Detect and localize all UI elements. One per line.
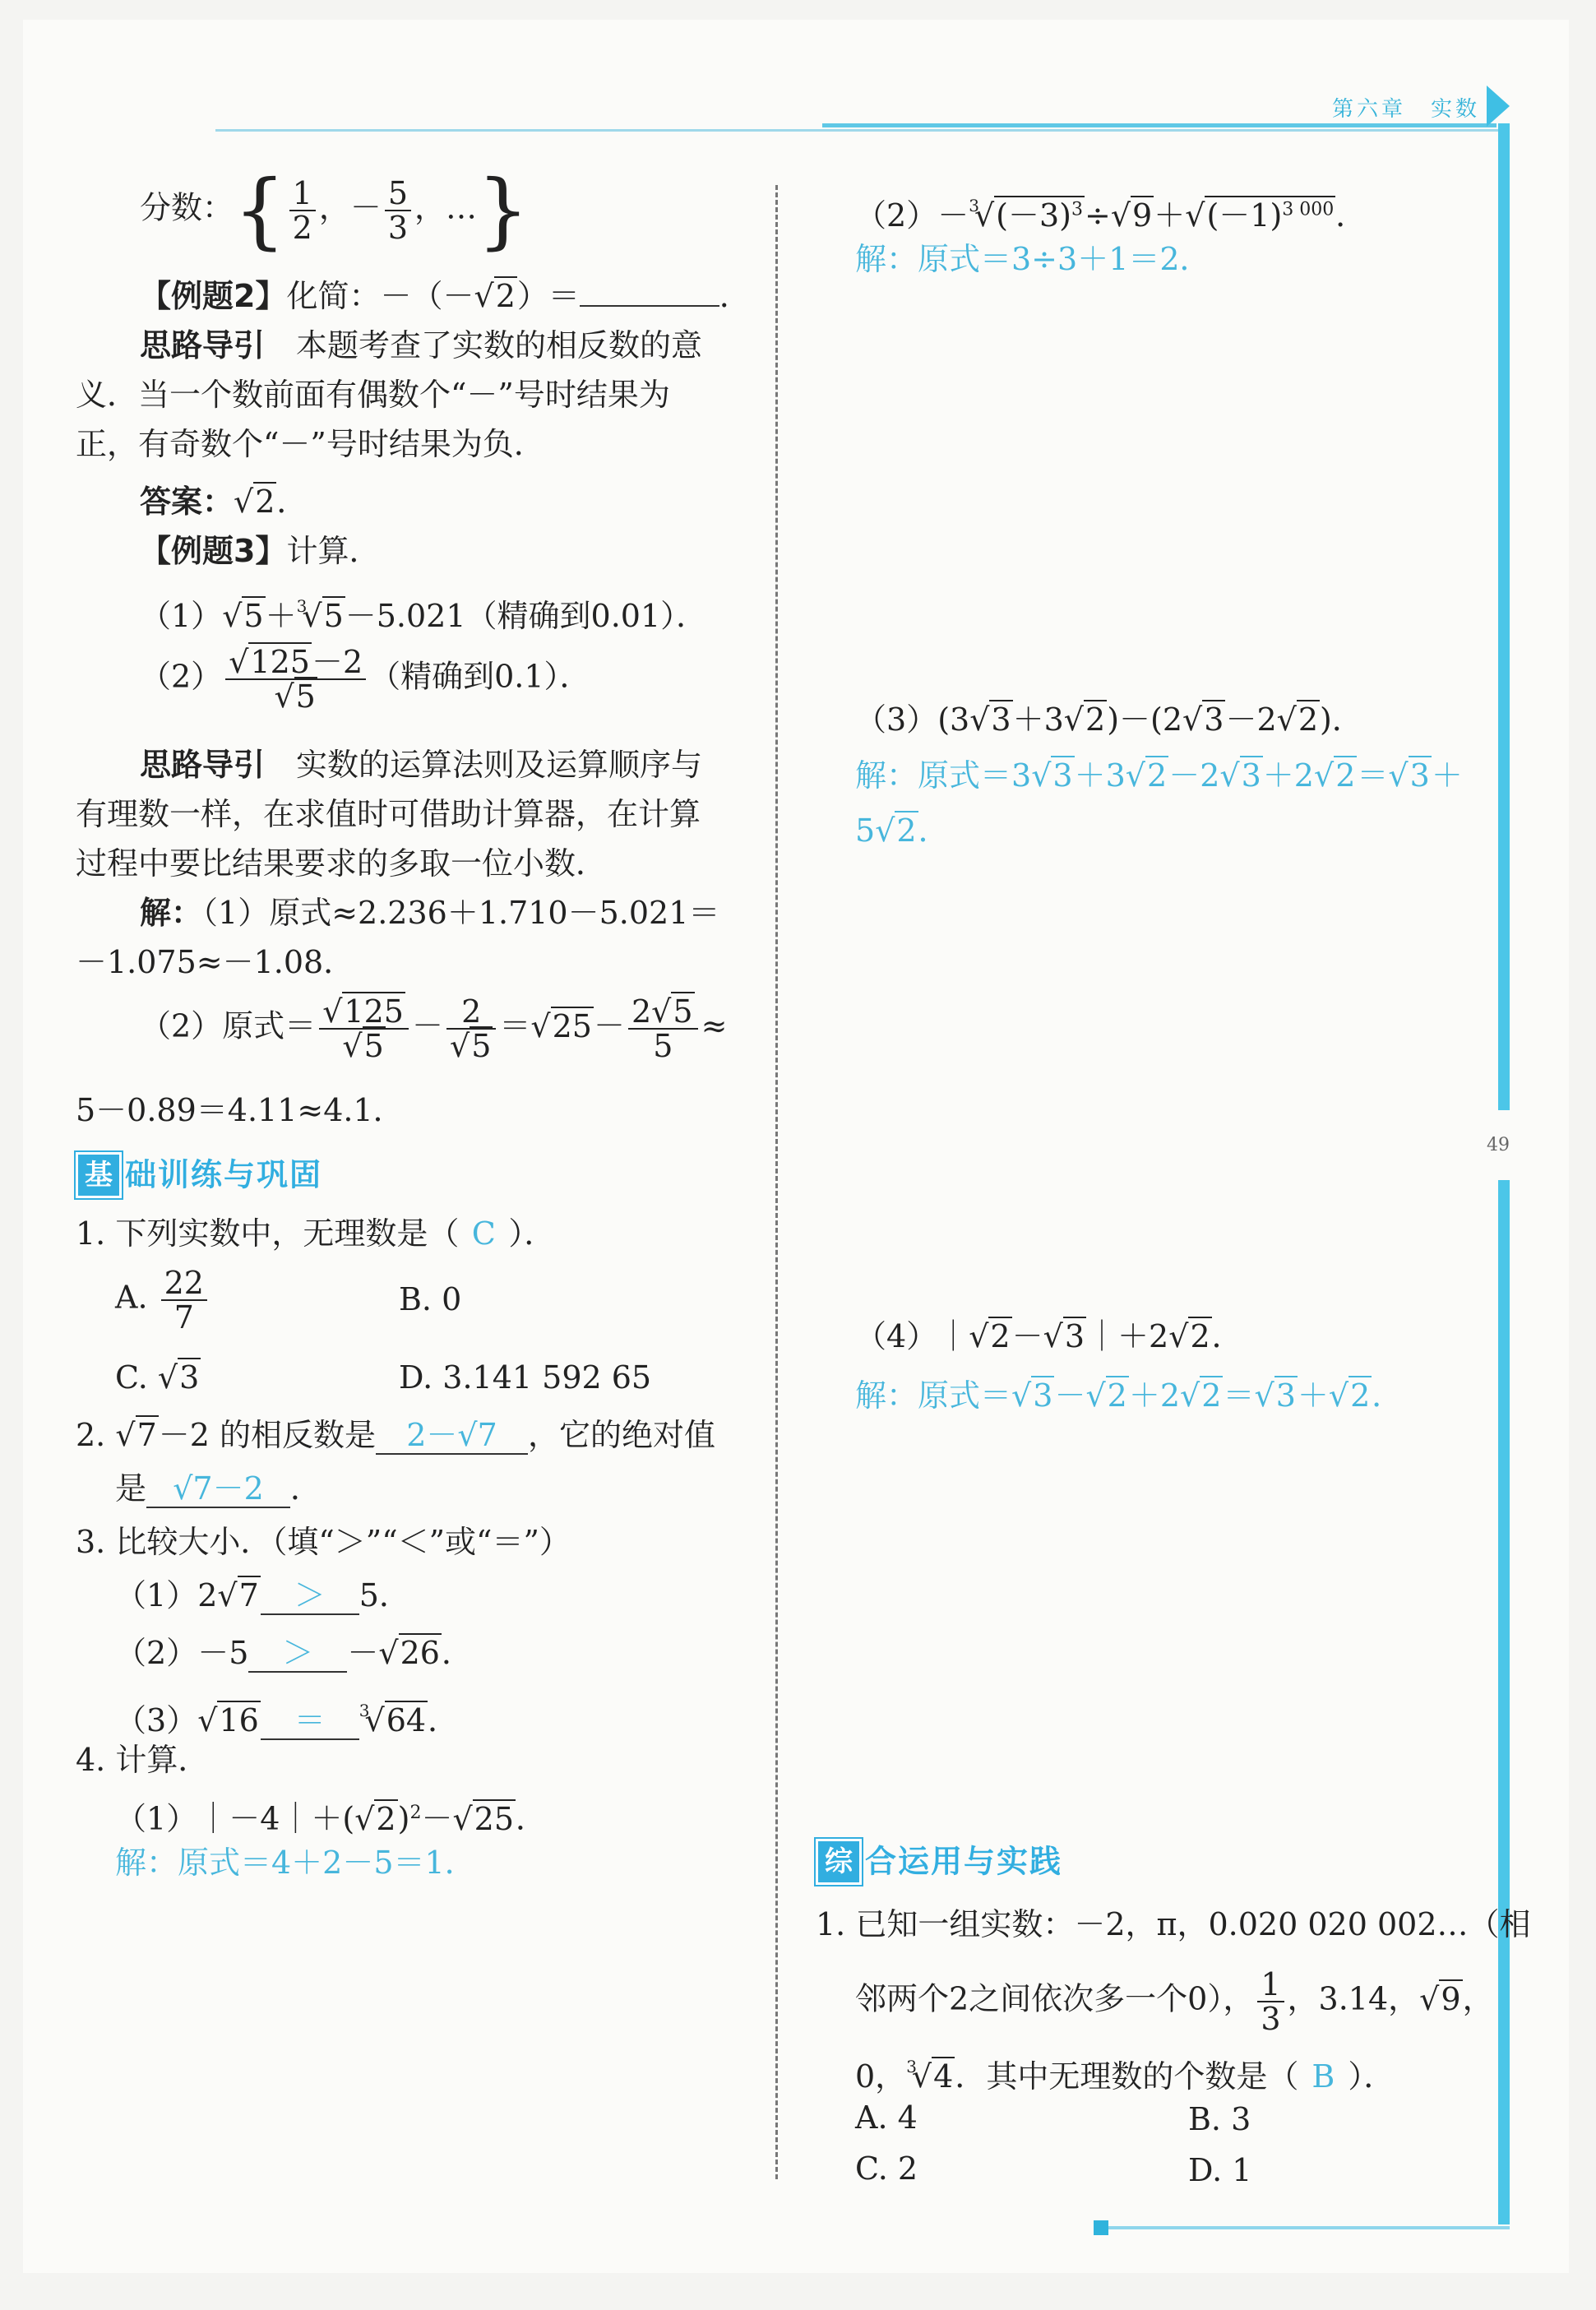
question-1: 1. 下列实数中，无理数是（ C ）． (76, 1215, 556, 1252)
footer-square-icon (1094, 2220, 1108, 2235)
question-2-line-2: 是 √7－2 ． (115, 1470, 322, 1507)
question-1-option-b: B. 0 (399, 1281, 462, 1317)
column-divider (775, 185, 778, 2179)
question-4-part-1-solution: 解：原式＝4＋2－5＝1． (115, 1845, 476, 1881)
question-4-part-3-solution: 解：原式＝3√ 3＋3√ 2－2√ 3＋2√ 2＝√ 3＋ (855, 755, 1463, 796)
footer-rule (1108, 2226, 1510, 2229)
question-1-option-a: A. $\frac{22}{7}$ (115, 1266, 210, 1334)
question-4-part-2-solution: 解：原式＝3÷3＋1＝2． (855, 241, 1211, 277)
right-margin-bar (1498, 123, 1510, 1110)
section-basic-icon: 基 (76, 1152, 122, 1198)
example-3-solution-result: 5－0.89＝4.11≈4.1． (76, 1092, 405, 1128)
example-3-solution-line-1: 解：（1）原式≈2.236＋1.710－5.021＝ (140, 895, 720, 931)
question-4-part-2: （2）－$^3$√ $(-3)^3\div√$ 9＋√ $(-1)^{3 000}$． (855, 185, 1367, 236)
question-3-part-2: （2）－5 ＞ －√ 26． (115, 1632, 473, 1673)
example-3-part-2: （2） √ 125－2 √ 5 （精确到0.1）． (140, 646, 591, 713)
section-comprehensive-practice: 综 合运用与实践 (816, 1838, 1062, 1885)
comprehensive-option-a: A. 4 (855, 2099, 918, 2136)
comprehensive-question-1-line-3: 0，$^3$√ 4．其中无理数的个数是（ B ）． (855, 2046, 1395, 2097)
question-4-part-3: （3）(3√ 3＋3√ 2)－(2√ 3－2√ 2)． (855, 699, 1363, 740)
fraction-set: 分数：{ $\frac{1}{2}$ ，－ $\frac{5}{3}$ ，…} (140, 162, 530, 258)
comprehensive-question-1-line-2: 邻两个2之间依次多一个0）， $\frac{1}{3}$ ，3.14，√ 9， (855, 1968, 1494, 2035)
header-accent-rule (822, 123, 1497, 127)
example-2-guide-line-2: 义．当一个数前面有偶数个“－”号时结果为 (76, 377, 670, 413)
right-margin-bar-lower (1498, 1180, 1510, 2224)
example-3-guide-line-3: 过程中要比结果要求的多取一位小数． (76, 845, 608, 882)
page-number: 49 (1487, 1135, 1510, 1155)
question-3: 3. 比较大小．（填“＞”“＜”或“＝”） (76, 1524, 571, 1560)
example-2-guide-line-3: 正，有奇数个“－”号时结果为负． (76, 426, 545, 462)
example-2-question: 【例题2】化简：－（－√ 2）＝ ． (140, 275, 751, 317)
question-2-line-1: 2. √ 7－2 的相反数是 2－√7 ，它的绝对值 (76, 1414, 715, 1456)
example-3-solution-line-2: －1.075≈－1.08． (76, 944, 355, 980)
question-4-part-4: （4）｜√ 2－√ 3｜＋2√ 2． (855, 1316, 1243, 1357)
example-3-guide-line-2: 有理数一样，在求值时可借助计算器，在计算 (76, 796, 701, 832)
comprehensive-option-b: B. 3 (1188, 2101, 1251, 2137)
example-3-part-1: （1）√ 5＋$^3$√ 5－5.021（精确到0.01）． (140, 586, 707, 637)
question-4-part-1: （1）｜－4｜＋(√ 2)$^2$－√ 25． (115, 1793, 547, 1840)
comprehensive-option-d: D. 1 (1188, 2152, 1252, 2188)
chapter-title: 第六章 实数 (1332, 97, 1481, 122)
example-3-solution-part-2: （2）原式＝ √ 125 √ 5 － 2 √ 5 ＝√ 25－ $\frac{2√ 5}{5}$ ≈ (140, 995, 727, 1062)
example-3-question: 【例题3】计算． (140, 533, 381, 569)
question-1-option-c: C. √ 3 (115, 1357, 201, 1398)
comprehensive-option-c: C. 2 (855, 2150, 918, 2187)
example-2-guide-line-1: 思路导引 本题考查了实数的相反数的意 (140, 327, 703, 363)
question-4-part-4-solution: 解：原式＝√ 3－√ 2＋2√ 2＝√ 3＋√ 2． (855, 1375, 1403, 1416)
question-1-option-d: D. 3.141 592 65 (399, 1359, 652, 1396)
question-4: 4. 计算． (76, 1742, 210, 1778)
question-3-part-3: （3）√ 16 ＝ $^3$√ 64． (115, 1690, 459, 1741)
example-3-guide-line-1: 思路导引 实数的运算法则及运算顺序与 (140, 747, 703, 783)
comprehensive-question-1-line-1: 1. 已知一组实数：－2，π，0.020 020 002…（相 (816, 1906, 1531, 1942)
header-rule (215, 129, 1498, 132)
question-4-part-3-solution-end: 5√ 2． (855, 810, 950, 851)
example-2-answer: 答案：√ 2． (140, 481, 308, 522)
section-comprehensive-icon: 综 (816, 1839, 862, 1885)
question-3-part-1: （1）2√ 7 ＞ 5． (115, 1575, 410, 1616)
section-basic-training: 基 础训练与巩固 (76, 1151, 322, 1198)
